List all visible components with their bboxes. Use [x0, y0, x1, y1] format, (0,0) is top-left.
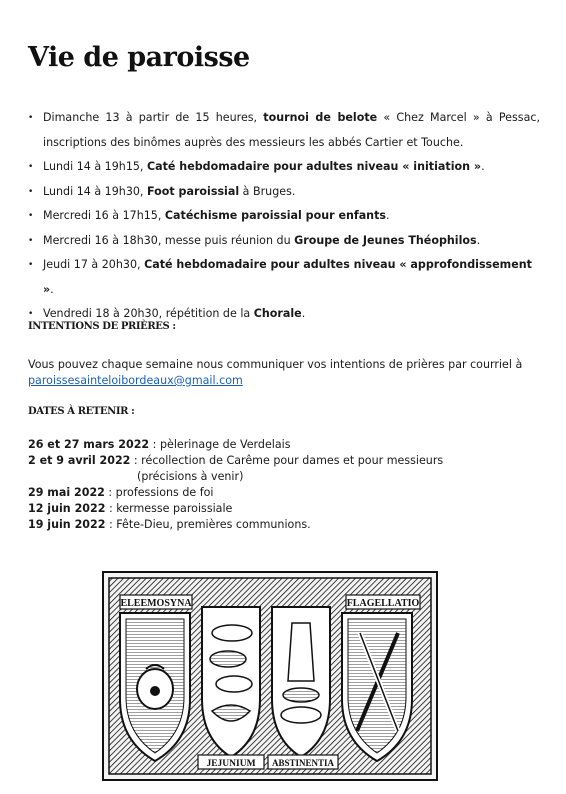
- event-text: Mercredi 16 à 17h15,: [43, 209, 165, 222]
- date-description: : kermesse paroissiale: [105, 502, 233, 516]
- date-item: [28, 485, 540, 501]
- event-text: Jeudi 17 à 20h30,: [43, 258, 145, 271]
- dates-list: [28, 437, 540, 534]
- intentions-text: [28, 357, 540, 389]
- event-highlight: Caté hebdomadaire pour adultes niveau « approfondissement »: [43, 258, 532, 296]
- date-item: [28, 517, 540, 533]
- penance-shields-engraving: [102, 571, 438, 781]
- date-label: 19 juin 2022: [28, 518, 106, 532]
- date-item: [28, 453, 540, 469]
- email-link[interactable]: paroissesainteloibordeaux@gmail.com: [28, 374, 243, 387]
- event-text: .: [301, 307, 306, 320]
- bullet: •: [28, 309, 34, 319]
- date-item: [28, 501, 540, 517]
- event-text: .: [481, 160, 485, 173]
- date-item: [28, 437, 540, 453]
- bullet: •: [28, 211, 34, 221]
- date-label: 12 juin 2022: [28, 502, 106, 516]
- banner-label: FLAGELLATIO: [346, 598, 420, 609]
- date-description: (précisions à venir): [137, 470, 244, 484]
- intentions-body: Vous pouvez chaque semaine nous communiquer vos intentions de prières par courriel à: [28, 358, 523, 371]
- dates-heading: DATES À RETENIR :: [28, 406, 135, 417]
- bullet: •: [28, 162, 34, 172]
- event-item: [28, 253, 540, 302]
- almsgiving-shield: [120, 613, 190, 761]
- event-text: Lundi 14 à 19h15,: [43, 160, 147, 173]
- event-text: à Bruges.: [239, 184, 296, 198]
- page-title: Vie de paroisse: [28, 42, 250, 73]
- event-highlight: Foot paroissial: [146, 184, 240, 198]
- bullet: •: [28, 260, 34, 270]
- banner-label: ELEEMOSYNA: [120, 598, 192, 609]
- date-description: : Fête-Dieu, premières communions.: [105, 518, 311, 532]
- event-highlight: Groupe de Jeunes Théophilos: [294, 233, 477, 247]
- date-description: : récollection de Carême pour dames et pour messieurs: [130, 454, 444, 468]
- event-item: [28, 204, 540, 229]
- date-item: [28, 469, 540, 485]
- date-label: 26 et 27 mars 2022: [28, 438, 150, 451]
- flagellation-shield: [342, 613, 412, 761]
- date-description: : professions de foi: [104, 486, 214, 500]
- bullet: •: [28, 113, 34, 123]
- date-label: 2 et 9 avril 2022: [28, 454, 131, 468]
- bullet: •: [28, 186, 34, 197]
- events-list: [28, 106, 540, 327]
- event-text: Vendredi 18 à 20h30, répétition de la: [43, 307, 254, 320]
- event-text: Mercredi 16 à 18h30, messe puis réunion du: [43, 233, 295, 247]
- event-item: [28, 180, 540, 205]
- event-highlight: tournoi de belote: [263, 111, 378, 124]
- event-item: [28, 229, 540, 254]
- event-text: .: [476, 233, 481, 247]
- event-item: [28, 155, 540, 180]
- event-highlight: Catéchisme paroissial pour enfants: [164, 209, 386, 222]
- event-highlight: Chorale: [253, 307, 302, 320]
- banner-label: JEJUNIUM: [206, 759, 256, 769]
- date-description: : pèlerinage de Verdelais: [149, 438, 291, 451]
- event-text: .: [50, 282, 54, 296]
- event-item: [28, 106, 540, 155]
- date-label: 29 mai 2022: [28, 486, 105, 500]
- event-highlight: Caté hebdomadaire pour adultes niveau « initiation »: [146, 160, 482, 173]
- event-text: « Chez Marcel » à Pessac, inscriptions des binômes auprès des messieurs les abbés Cartier et Touche.: [43, 111, 540, 149]
- intentions-heading: INTENTIONS DE PRIÈRES :: [28, 321, 176, 332]
- banner-label: ABSTINENTIA: [271, 758, 335, 768]
- event-text: Dimanche 13 à partir de 15 heures,: [43, 111, 264, 124]
- abstinence-shield: [272, 607, 330, 757]
- event-text: Lundi 14 à 19h30,: [43, 184, 147, 198]
- bullet: •: [28, 235, 34, 246]
- fasting-shield: [202, 607, 260, 757]
- event-text: .: [386, 209, 390, 222]
